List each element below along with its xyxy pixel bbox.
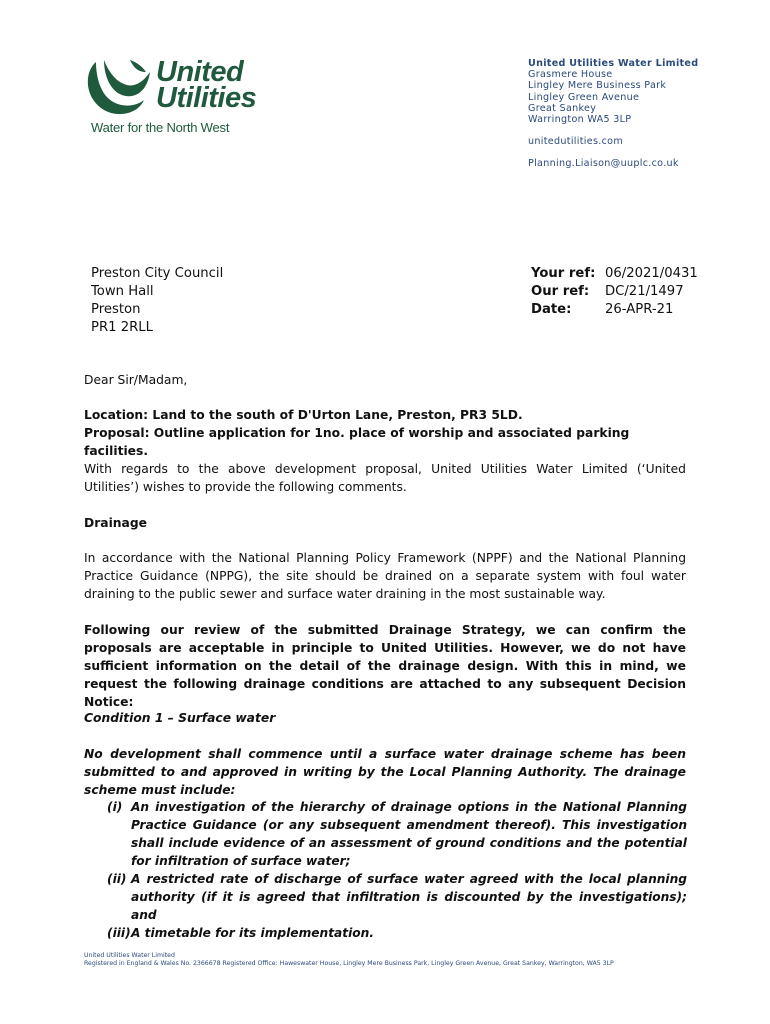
your-ref-label: Your ref: (531, 266, 596, 281)
company-address-line: Warrington WA5 3LP (528, 114, 632, 126)
list-item-text: A restricted rate of discharge of surface water agreed with the local planning authority (if it is agreed that infiltration is discounted by the investigations); and (131, 872, 687, 922)
salutation: Dear Sir/Madam, (84, 373, 188, 387)
list-item-text: An investigation of the hierarchy of drainage options in the National Planning Practice Guidance (or any subsequent amendment thereof). This investigation shall include evidence of an assessment of ground conditions and the potential for infiltration of surface water; (131, 800, 687, 868)
company-name: United Utilities Water Limited (528, 58, 699, 69)
drainage-paragraph: In accordance with the National Planning Policy Framework (NPPF) and the National Planning Practice Guidance (NPPG), the site should be drained on a separate system with foul water draining to the public sewer and surface water draining in the most sustainable way. (84, 551, 686, 601)
drainage-heading: Drainage (84, 516, 147, 530)
logo-word-united: United (156, 56, 244, 88)
company-address-line: Grasmere House (528, 69, 613, 81)
company-address-line: Lingley Mere Business Park (528, 80, 667, 92)
recipient-line: PR1 2RLL (91, 320, 153, 335)
reference-block (531, 265, 698, 319)
united-utilities-logo (82, 56, 282, 138)
proposal-line: Proposal: Outline application for 1no. place of worship and associated parking facilities. (84, 426, 630, 458)
recipient-address (91, 265, 223, 337)
our-ref-value: DC/21/1497 (605, 284, 684, 299)
company-email: Planning.Liaison@uuplc.co.uk (528, 158, 679, 170)
recipient-line: Preston (91, 302, 141, 317)
company-address-line: Great Sankey (528, 102, 597, 114)
recipient-line: Preston City Council (91, 266, 224, 281)
page-footer (84, 952, 614, 967)
footer-registration: Registered in England & Wales No. 2366678 Registered Office: Haweswater House, Lingley Mere Business Park, Lingley Green Avenue, Great Sankey, Warrington, WA5 3LP (84, 959, 614, 967)
list-item-number: (i) (107, 800, 123, 814)
location-line: Location: Land to the south of D'Urton Lane, Preston, PR3 5LD. (84, 408, 523, 422)
our-ref-label: Our ref: (531, 284, 590, 299)
your-ref-value: 06/2021/0431 (605, 266, 698, 281)
company-address-line: Lingley Green Avenue (528, 91, 640, 103)
date-value: 26-APR-21 (605, 302, 674, 317)
date-label: Date: (531, 302, 572, 317)
water-drop-logo-icon (82, 58, 154, 118)
list-item-text: A timetable for its implementation. (131, 926, 374, 940)
list-item (107, 924, 687, 942)
list-item-number: (iii) (107, 926, 131, 940)
list-item (107, 870, 687, 924)
company-address-block (528, 58, 698, 170)
recipient-line: Town Hall (91, 284, 154, 299)
condition-heading: Condition 1 – Surface water (84, 711, 276, 725)
company-website: unitedutilities.com (528, 136, 623, 148)
list-item-number: (ii) (107, 872, 127, 886)
footer-company: United Utilities Water Limited (84, 952, 175, 959)
list-item (107, 798, 687, 870)
condition-list (107, 798, 687, 942)
logo-word-utilities: Utilities (156, 82, 257, 114)
logo-tagline: Water for the North West (91, 120, 230, 135)
intro-paragraph: With regards to the above development proposal, United Utilities Water Limited (‘United Utilities’) wishes to provide the following comments. (84, 462, 686, 494)
review-paragraph: Following our review of the submitted Drainage Strategy, we can confirm the proposals are acceptable in principle to United Utilities. However, we do not have sufficient information on the detail of the drainage design. With this in mind, we request the following drainage conditions are attached to any subsequent Decision Notice: (84, 623, 686, 709)
condition-paragraph: No development shall commence until a surface water drainage scheme has been submitted to and approved in writing by the Local Planning Authority. The drainage scheme must include: (84, 747, 686, 797)
